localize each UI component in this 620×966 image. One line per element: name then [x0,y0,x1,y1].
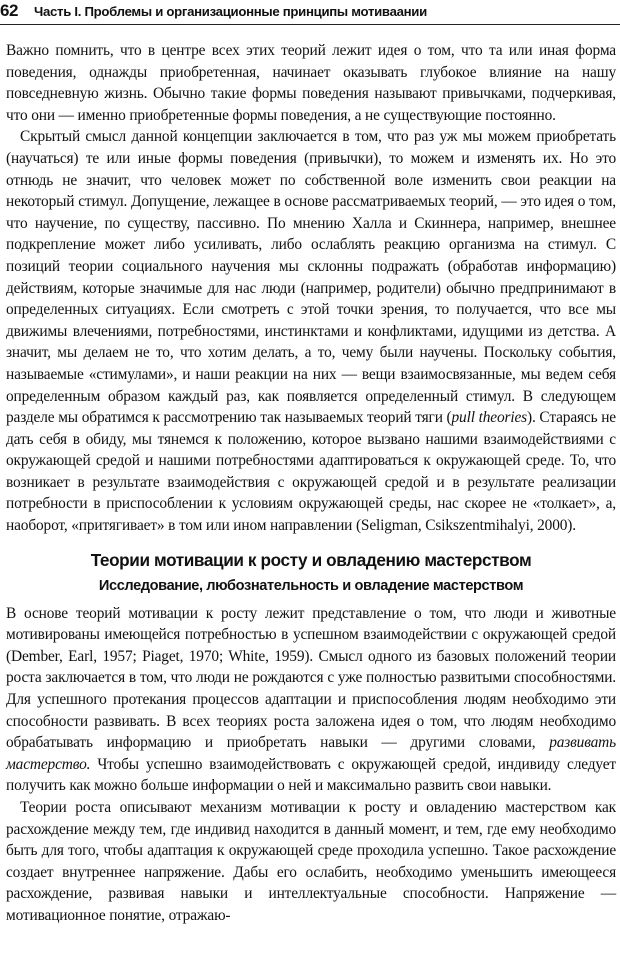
paragraph-2-italic: pull theories [451,409,527,427]
page-number: 62 [0,1,18,20]
paragraph-2 [6,126,616,536]
paragraph-3-italic: развивать мастерство. [6,734,616,773]
body-text [6,40,616,927]
paragraph-3 [6,603,616,797]
paragraph-1: Важно помнить, что в центре всех этих теорий лежит идея о том, что та или иная форма поведения, однажды приобретенная, начинает оказывать глубокое влияние на нашу повседневную жизнь. Обычно такие формы поведения называют привычками, подчеркивая, что они — именно приобретенные формы поведения, а не существующие постоянно. [6,42,616,124]
running-title: Часть I. Проблемы и организационные принципы мотиваании [34,4,427,19]
paragraph-4: Теории роста описывают механизм мотивации к росту и овладению мастерством как расхождение между тем, где индивид находится в данный момент, и тем, где ему необходимо быть для того, чтобы адаптация к окружающей среде проходила успешно. Такое расхождение создает внутреннее напряжение. Дабы его ослабить, необходимо уменьшить имеющееся расхождение, развивая навыки и интеллектуальные способности. Напряжение — мотивационное понятие, отражаю- [6,799,616,924]
section-heading: Теории мотивации к росту и овладению мастерством [90,549,532,570]
paragraph-2-part-a: Скрытый смысл данной концепции заключается в том, что раз уж мы можем приобретать (научаться) те или иные формы поведения (привычки), то можем и изменять их. Но это отнюдь не значит, что человек может по собственной воле изменить свои реакции на некоторый стимул. Допущение, лежащее в основе рассматриваемых теорий, — это идея о том, что научение, по существу, пассивно. По мнению Халла и Скиннера, например, внешнее подкрепление может либо усиливать, либо ослаблять реакцию организма на стимул. С позиций теории социального научения мы склонны подражать (обработав информацию) действиям, которые значимые для нас люди (например, родители) обычно предпринимают в определенных ситуациях. Если смотреть с этой точки зрения, то получается, что все мы движимы влечениями, потребностями, инстинктами и конфликтами, идущими из детства. А значит, мы делаем не то, что хотим делать, а то, чему были научены. Поскольку события, называемые «стимулами», и наши реакции на них — вещи взаимосвязанные, мы ведем себя определенным образом каждый раз, как появляется определенный стимул. В следующем разделе мы обратимся к рассмотрению так называемых теорий тяги ( [6,128,616,427]
paragraph-3-part-a: В основе теорий мотивации к росту лежит представление о том, что люди и животные мотивированы имеющейся потребностью в успешном взаимодействии с окружающей средой (Dember, Earl, 1957; Piaget, 1970; White, 1959). Смысл одного из базовых положений теории роста заключается в том, что люди не рождаются с уже полностью развитыми способностями. Для успешного протекания процессов адаптации и приспособления людям необходимо эти способности развивать. В всех теориях роста заложена идея о том, что людям необходимо обрабатывать информацию и приобретать навыки — другими словами, [6,604,616,752]
paragraph-3-part-b: Чтобы успешно взаимодействовать с окружающей средой, индивиду следует получить как можно больше информации о ней и максимально развить свои навыки. [6,755,616,795]
subsection-heading: Исследование, любознательность и овладение мастерством [98,577,524,594]
paragraph-2-part-b: ). Стараясь не дать себя в обиду, мы тянемся к положению, которое вызвано нашими взаимодействиями с окружающей средой и нашими потребностями адаптироваться к окружающей среде. То, что возникает в результате взаимодействия с окружающей средой и в результате реализации потребности в приспособлении к условиям окружающей среды, нас скорее не «толкает», а, наоборот, «притягивает» в том или ином направлении (Seligman, Csikszentmihalyi, 2000). [6,409,616,535]
running-head [0,0,620,25]
